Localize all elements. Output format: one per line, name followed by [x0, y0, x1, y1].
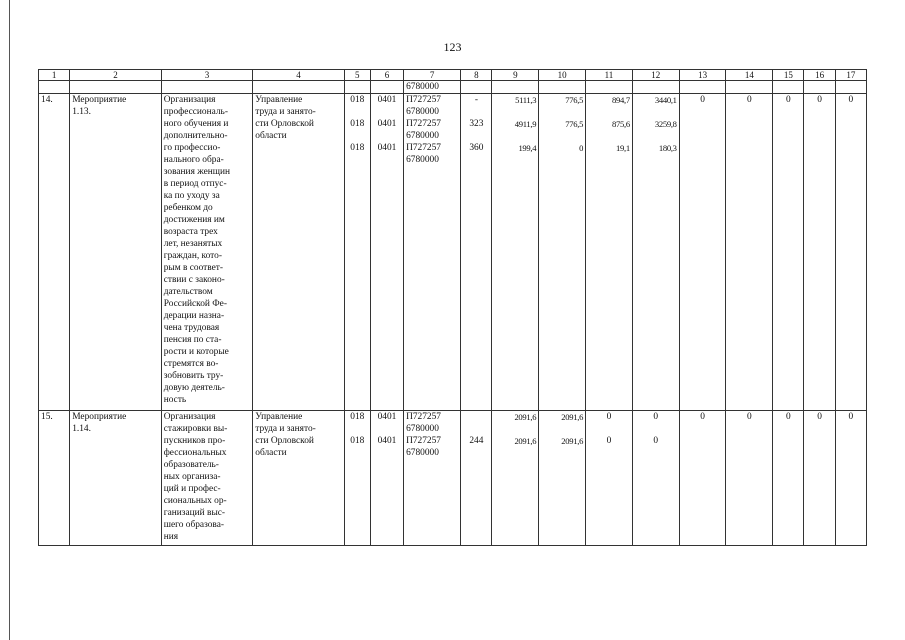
continuation-code: 6780000 [404, 81, 461, 94]
ministry-code: 018 018 018 [344, 94, 370, 411]
amount-col14: 0 [726, 411, 773, 546]
amount-col11: 0 0 [586, 411, 633, 546]
table-row [39, 411, 867, 546]
amount-col10: 2091,6 2091,6 [539, 411, 586, 546]
column-header: 13 [679, 70, 726, 81]
amount-col16: 0 [804, 411, 835, 546]
amount-total: 5111,3 4911,9 199,4 [492, 94, 539, 411]
amount-col15: 0 [773, 411, 804, 546]
column-header: 17 [835, 70, 866, 81]
column-header: 9 [492, 70, 539, 81]
column-number-header-row [39, 70, 867, 81]
event-description: Организация стажировки вы- пускников про- фессиональных образователь- ных организа- ций и профес- сиональных ор- ганизаций выс- шего образова- ния [161, 411, 253, 546]
amount-col13: 0 [679, 94, 726, 411]
amount-col10: 776,5 776,5 0 [539, 94, 586, 411]
amount-col15: 0 [773, 94, 804, 411]
row-number: 15. [39, 411, 70, 546]
amount-col14: 0 [726, 94, 773, 411]
event-name: Мероприятие 1.13. [70, 94, 162, 411]
amount-col13: 0 [679, 411, 726, 546]
amount-col16: 0 [804, 94, 835, 411]
column-header: 7 [404, 70, 461, 81]
page-binding-line [9, 0, 10, 640]
table-row [39, 94, 867, 411]
target-code: П727257 6780000 П727257 6780000 [404, 411, 461, 546]
column-header: 11 [586, 70, 633, 81]
event-name: Мероприятие 1.14. [70, 411, 162, 546]
column-header: 3 [161, 70, 253, 81]
executor: Управление труда и занято- сти Орловской области [253, 94, 345, 411]
continuation-row [39, 81, 867, 94]
column-header: 5 [344, 70, 370, 81]
row-number: 14. [39, 94, 70, 411]
column-header: 15 [773, 70, 804, 81]
amount-col11: 894,7 875,6 19,1 [586, 94, 633, 411]
amount-total: 2091,6 2091,6 [492, 411, 539, 546]
amount-col17: 0 [835, 411, 866, 546]
column-header: 2 [70, 70, 162, 81]
column-header: 8 [461, 70, 492, 81]
amount-col17: 0 [835, 94, 866, 411]
budget-table [38, 69, 867, 546]
target-code: П727257 6780000 П727257 6780000 П727257 6780000 [404, 94, 461, 411]
expense-type: - 323 360 [461, 94, 492, 411]
event-description: Организация профессиональ- ного обучения и дополнительно- го профессио- нального обра- зования женщин в период отпус- ка по уходу за ребенком до достижения им возраста трех лет, незанятых граждан, кото- рым в соответ- ствии с законо- дательством Российской Фе- дерации назна- чена трудовая пенсия по ста- рости и которые стремятся во- зобновить тру- довую деятель- ность [161, 94, 253, 411]
column-header: 12 [632, 70, 679, 81]
ministry-code: 018 018 [344, 411, 370, 546]
column-header: 4 [253, 70, 345, 81]
amount-col12: 3440,1 3259,8 180,3 [632, 94, 679, 411]
section-code: 0401 0401 0401 [370, 94, 403, 411]
executor: Управление труда и занято- сти Орловской области [253, 411, 345, 546]
page-number: 123 [443, 40, 462, 54]
column-header: 1 [39, 70, 70, 81]
column-header: 16 [804, 70, 835, 81]
column-header: 10 [539, 70, 586, 81]
amount-col12: 0 0 [632, 411, 679, 546]
expense-type: 244 [461, 411, 492, 546]
section-code: 0401 0401 [370, 411, 403, 546]
column-header: 14 [726, 70, 773, 81]
column-header: 6 [370, 70, 403, 81]
